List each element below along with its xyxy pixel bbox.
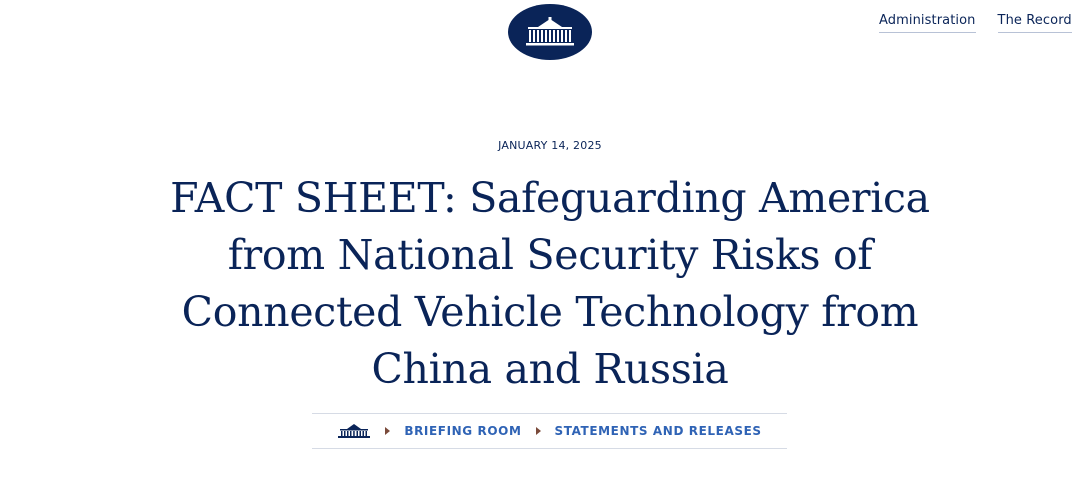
- title-line: China and Russia: [371, 345, 729, 393]
- caret-right-icon: [385, 427, 390, 435]
- publish-date: JANUARY 14, 2025: [498, 139, 602, 152]
- white-house-icon: [522, 17, 578, 47]
- white-house-icon: [337, 424, 371, 438]
- top-nav: [879, 13, 1072, 33]
- nav-administration[interactable]: Administration: [879, 13, 976, 33]
- title-line: Connected Vehicle Technology from: [181, 288, 919, 336]
- breadcrumb: [312, 413, 787, 449]
- breadcrumb-briefing-room[interactable]: BRIEFING ROOM: [404, 424, 522, 438]
- title-line: from National Security Risks of: [227, 231, 873, 279]
- site-header: [0, 0, 1080, 70]
- breadcrumb-home[interactable]: [337, 424, 371, 438]
- home-logo[interactable]: [508, 4, 592, 60]
- breadcrumb-statements-and-releases[interactable]: STATEMENTS AND RELEASES: [554, 424, 762, 438]
- nav-the-record[interactable]: The Record: [998, 13, 1072, 33]
- caret-right-icon: [536, 427, 541, 435]
- page-title: [140, 170, 960, 398]
- title-line: FACT SHEET: Safeguarding America: [170, 174, 930, 222]
